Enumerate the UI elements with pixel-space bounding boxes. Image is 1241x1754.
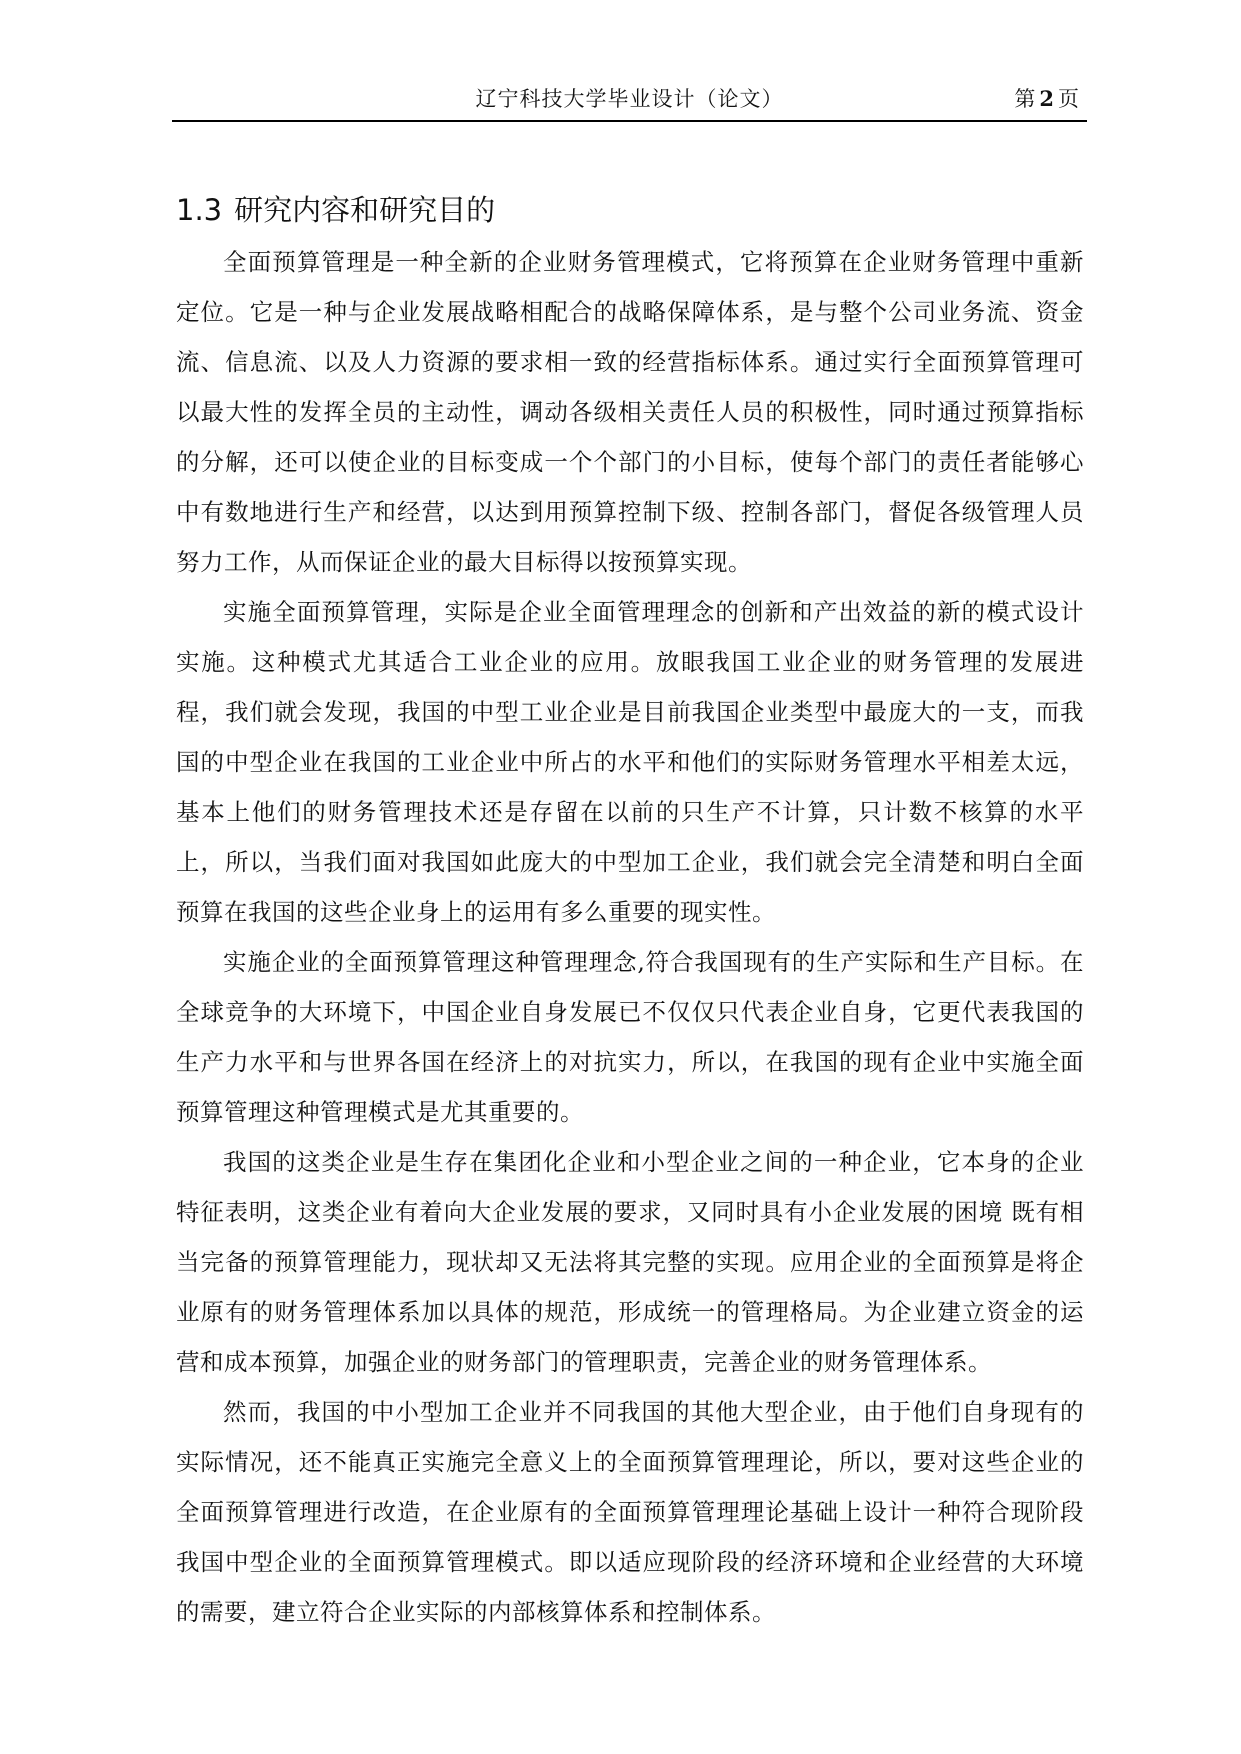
page-prefix: 第: [1014, 87, 1036, 111]
section-number: 1.3: [176, 193, 223, 227]
section-title: 研究内容和研究目的: [234, 193, 496, 227]
page-number: 2: [1039, 86, 1054, 111]
page-header: [172, 86, 1087, 122]
paragraph-1: 全面预算管理是一种全新的企业财务管理模式，它将预算在企业财务管理中重新定位。它是一种与企业发展战略相配合的战略保障体系，是与整个公司业务流、资金流、信息流、以及人力资源的要求相一致的经营指标体系。通过实行全面预算管理可以最大性的发挥全员的主动性，调动各级相关责任人员的积极性，同时通过预算指标的分解，还可以使企业的目标变成一个个部门的小目标，使每个部门的责任者能够心中有数地进行生产和经营，以达到用预算控制下级、控制各部门，督促各级管理人员努力工作，从而保证企业的最大目标得以按预算实现。: [176, 248, 1084, 576]
body-text: [176, 237, 1084, 1637]
section-heading: [176, 192, 495, 228]
paragraph-3: 实施企业的全面预算管理这种管理理念,符合我国现有的生产实际和生产目标。在全球竞争的大环境下，中国企业自身发展已不仅仅只代表企业自身，它更代表我国的生产力水平和与世界各国在经济上的对抗实力，所以，在我国的现有企业中实施全面预算管理这种管理模式是尤其重要的。: [176, 948, 1084, 1126]
paragraph-2: 实施全面预算管理，实际是企业全面管理理念的创新和产出效益的新的模式设计实施。这种模式尤其适合工业企业的应用。放眼我国工业企业的财务管理的发展进程，我们就会发现，我国的中型工业企业是目前我国企业类型中最庞大的一支，而我国的中型企业在我国的工业企业中所占的水平和他们的实际财务管理水平相差太远，基本上他们的财务管理技术还是存留在以前的只生产不计算，只计数不核算的水平上，所以，当我们面对我国如此庞大的中型加工企业，我们就会完全清楚和明白全面预算在我国的这些企业身上的运用有多么重要的现实性。: [176, 598, 1084, 926]
paragraph-4: 我国的这类企业是生存在集团化企业和小型企业之间的一种企业，它本身的企业特征表明，这类企业有着向大企业发展的要求，又同时具有小企业发展的困境 既有相当完备的预算管理能力，现状却又无法将其完整的实现。应用企业的全面预算是将企业原有的财务管理体系加以具体的规范，形成统一的管理格局。为企业建立资金的运营和成本预算，加强企业的财务部门的管理职责，完善企业的财务管理体系。: [176, 1148, 1084, 1376]
header-page-number: [1014, 86, 1079, 112]
page-suffix: 页: [1058, 87, 1079, 111]
paragraph-5: 然而，我国的中小型加工企业并不同我国的其他大型企业，由于他们自身现有的实际情况，还不能真正实施完全意义上的全面预算管理理论，所以，要对这些企业的全面预算管理进行改造，在企业原有的全面预算管理理论基础上设计一种符合现阶段我国中型企业的全面预算管理模式。即以适应现阶段的经济环境和企业经营的大环境的需要，建立符合企业实际的内部核算体系和控制体系。: [176, 1398, 1084, 1626]
header-title: 辽宁科技大学毕业设计（论文）: [475, 87, 784, 111]
